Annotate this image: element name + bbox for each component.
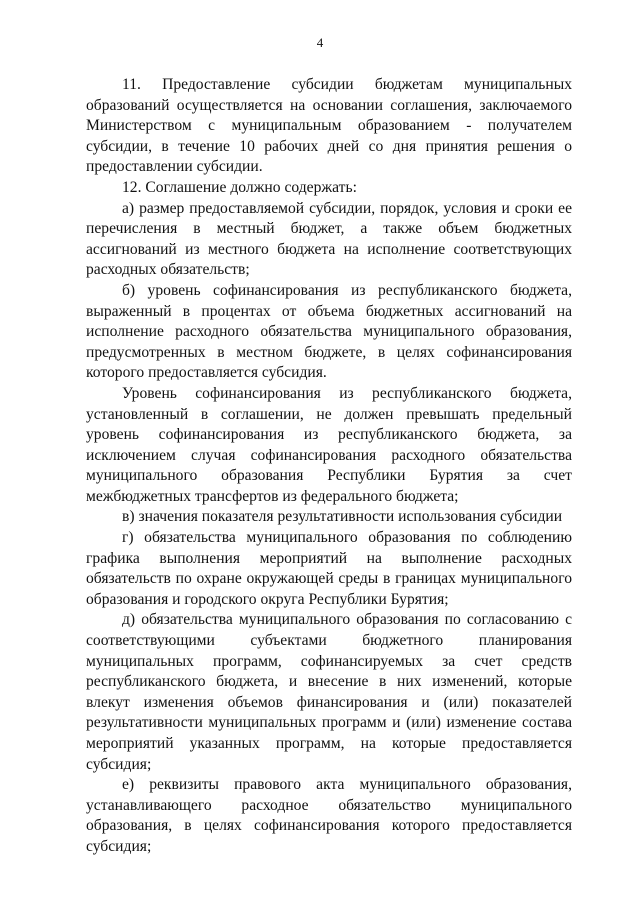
paragraph-12-e: е) реквизиты правового акта муниципального образования, устанавливающего расходное обязательство муниципального образования, в целях софинансирования которого предоставляется субсидия;: [86, 776, 572, 855]
paragraph-12: 12. Соглашение должно содержать:: [122, 178, 357, 196]
paragraph-12-g: г) обязательства муниципального образования по соблюдению графика выполнения мероприятий на выполнение расходных обязательств по охране окружающей среды в границах муниципального образования и городского округа Республики Бурятия;: [86, 529, 572, 608]
paragraph-cofinancing-level: Уровень софинансирования из республиканского бюджета, установленный в соглашении, не должен превышать предельный уровень софинансирования из республиканского бюджета, за исключением случая софинансирования расходного обязательства муниципального образования Республики Бурятия за счет межбюджетных трансфертов из федерального бюджета;: [86, 384, 572, 505]
paragraph-12-b: б) уровень софинансирования из республиканского бюджета, выраженный в процентах от объема бюджетных ассигнований на исполнение расходного обязательства муниципального образования, предусмотренных в местном бюджете, в целях софинансирования которого предоставляется субсидия.: [86, 281, 572, 382]
paragraph-12-d: д) обязательства муниципального образования по согласованию с соответствующими субъектами бюджетного планирования муниципальных программ, софинансируемых за счет средств республиканского бюджета, и внесение в них изменений, которые влекут изменения объемов финансирования и (или) показателей результативности муниципальных программ и (или) изменение состава мероприятий указанных программ, на которые предоставляется субсидия;: [86, 611, 572, 773]
paragraph-11: 11. Предоставление субсидии бюджетам муниципальных образований осуществляется на основании соглашения, заключаемого Министерством с муниципальным образованием - получателем субсидии, в течение 10 рабочих дней со дня принятия решения о предоставлении субсидии.: [86, 76, 572, 176]
document-body: [86, 75, 572, 858]
paragraph-12-v: в) значения показателя результативности использования субсидии: [122, 508, 563, 526]
paragraph-12-a: а) размер предоставляемой субсидии, порядок, условия и сроки ее перечисления в местный бюджет, а также объем бюджетных ассигнований из местного бюджета на исполнение соответствующих расходных обязательств;: [86, 199, 572, 279]
page-number: 4: [316, 35, 324, 50]
